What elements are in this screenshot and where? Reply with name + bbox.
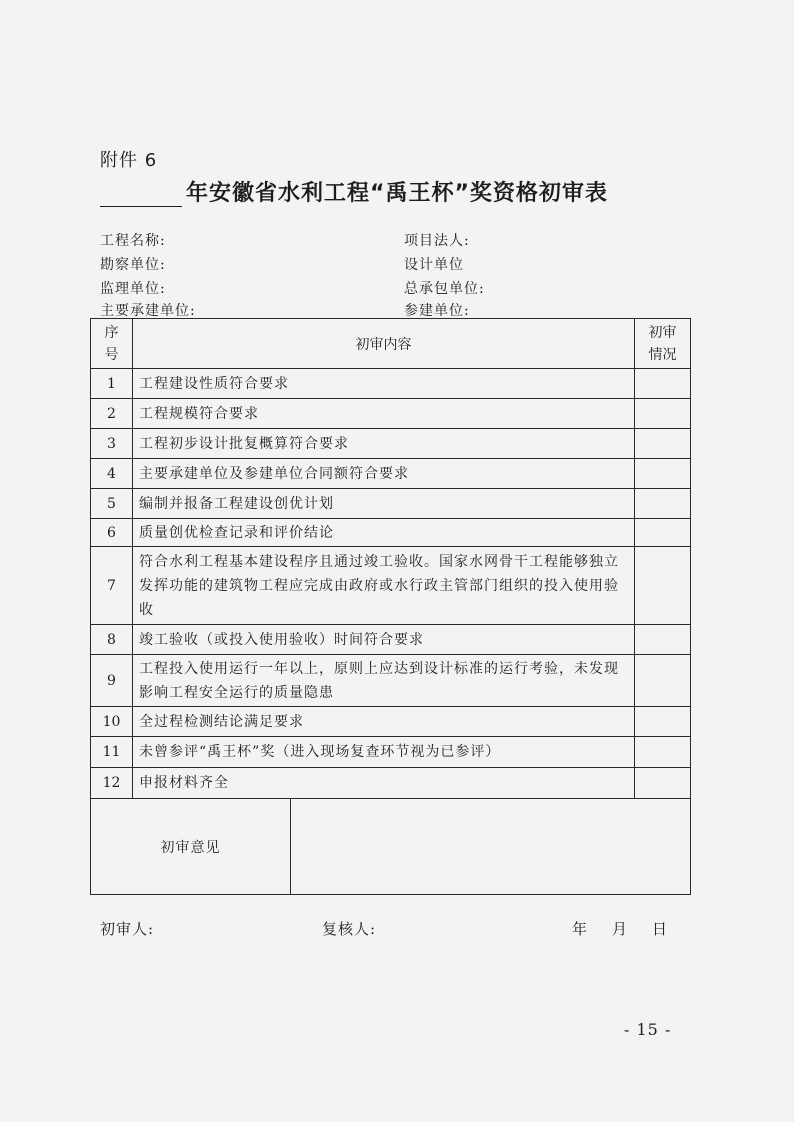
- general-contractor-label: 总承包单位:: [404, 281, 485, 297]
- row-content: 工程建设性质符合要求: [133, 369, 635, 399]
- row-number: 4: [91, 459, 133, 489]
- table-row: [91, 655, 691, 707]
- row-status-cell[interactable]: [635, 737, 691, 768]
- row-number: 11: [91, 737, 133, 768]
- row-status-cell[interactable]: [635, 547, 691, 625]
- table-row: [91, 489, 691, 519]
- row-status-cell[interactable]: [635, 768, 691, 799]
- row-number: 1: [91, 369, 133, 399]
- row-status-cell[interactable]: [635, 429, 691, 459]
- reviewer-label: 初审人:: [100, 920, 155, 938]
- row-number: 6: [91, 519, 133, 547]
- form-title: 年安徽省水利工程“禹王杯”奖资格初审表: [186, 181, 608, 206]
- project-legal-person-label: 项目法人:: [404, 233, 470, 249]
- row-status-cell[interactable]: [635, 519, 691, 547]
- row-status-cell[interactable]: [635, 369, 691, 399]
- row-content: 工程初步设计批复概算符合要求: [133, 429, 635, 459]
- month-label: 月: [612, 920, 629, 938]
- row-number: 3: [91, 429, 133, 459]
- row-status-cell[interactable]: [635, 399, 691, 429]
- table-row: [91, 625, 691, 655]
- table-row: [91, 369, 691, 399]
- row-content: 主要承建单位及参建单位合同额符合要求: [133, 459, 635, 489]
- header-status: 初审 情况: [635, 319, 691, 369]
- opinion-field[interactable]: [291, 799, 691, 895]
- row-number: 2: [91, 399, 133, 429]
- design-unit-label: 设计单位: [404, 257, 464, 273]
- row-content: 未曾参评“禹王杯”奖（进入现场复查环节视为已参评）: [133, 737, 635, 768]
- project-name-label: 工程名称:: [100, 233, 166, 249]
- table-row: [91, 519, 691, 547]
- survey-unit-label: 勘察单位:: [100, 257, 166, 273]
- supervision-unit-label: 监理单位:: [100, 281, 166, 297]
- annex-label: 附件 6: [100, 150, 158, 171]
- review-table: [90, 318, 691, 895]
- opinion-row: [91, 799, 691, 895]
- row-content: 申报材料齐全: [133, 768, 635, 799]
- table-header-row: [91, 319, 691, 369]
- table-row: [91, 459, 691, 489]
- year-blank[interactable]: [100, 178, 182, 207]
- table-row: [91, 737, 691, 768]
- table-row: [91, 768, 691, 799]
- row-content: 全过程检测结论满足要求: [133, 707, 635, 737]
- row-content: 工程规模符合要求: [133, 399, 635, 429]
- table-row: [91, 707, 691, 737]
- row-status-cell[interactable]: [635, 625, 691, 655]
- row-content: 符合水利工程基本建设程序且通过竣工验收。国家水网骨干工程能够独立发挥功能的建筑物工程应完成由政府或水行政主管部门组织的投入使用验收: [133, 547, 635, 625]
- row-number: 9: [91, 655, 133, 707]
- page-number: - 15 -: [624, 1020, 672, 1039]
- row-status-cell[interactable]: [635, 489, 691, 519]
- row-number: 12: [91, 768, 133, 799]
- row-content: 编制并报备工程建设创优计划: [133, 489, 635, 519]
- row-content: 工程投入使用运行一年以上，原则上应达到设计标准的运行考验，未发现影响工程安全运行的质量隐患: [133, 655, 635, 707]
- participating-unit-label: 参建单位:: [404, 303, 470, 319]
- row-status-cell[interactable]: [635, 707, 691, 737]
- year-label: 年: [572, 920, 589, 938]
- main-contractor-label: 主要承建单位:: [100, 303, 196, 319]
- table-row: [91, 429, 691, 459]
- row-content: 竣工验收（或投入使用验收）时间符合要求: [133, 625, 635, 655]
- row-number: 10: [91, 707, 133, 737]
- row-number: 7: [91, 547, 133, 625]
- row-status-cell[interactable]: [635, 459, 691, 489]
- row-number: 5: [91, 489, 133, 519]
- table-row: [91, 547, 691, 625]
- opinion-label: 初审意见: [91, 799, 291, 895]
- row-status-cell[interactable]: [635, 655, 691, 707]
- title-line: [100, 176, 700, 207]
- rechecker-label: 复核人:: [322, 920, 377, 938]
- header-content: 初审内容: [133, 319, 635, 369]
- header-no: 序 号: [91, 319, 133, 369]
- row-number: 8: [91, 625, 133, 655]
- table-row: [91, 399, 691, 429]
- row-content: 质量创优检查记录和评价结论: [133, 519, 635, 547]
- day-label: 日: [652, 920, 669, 938]
